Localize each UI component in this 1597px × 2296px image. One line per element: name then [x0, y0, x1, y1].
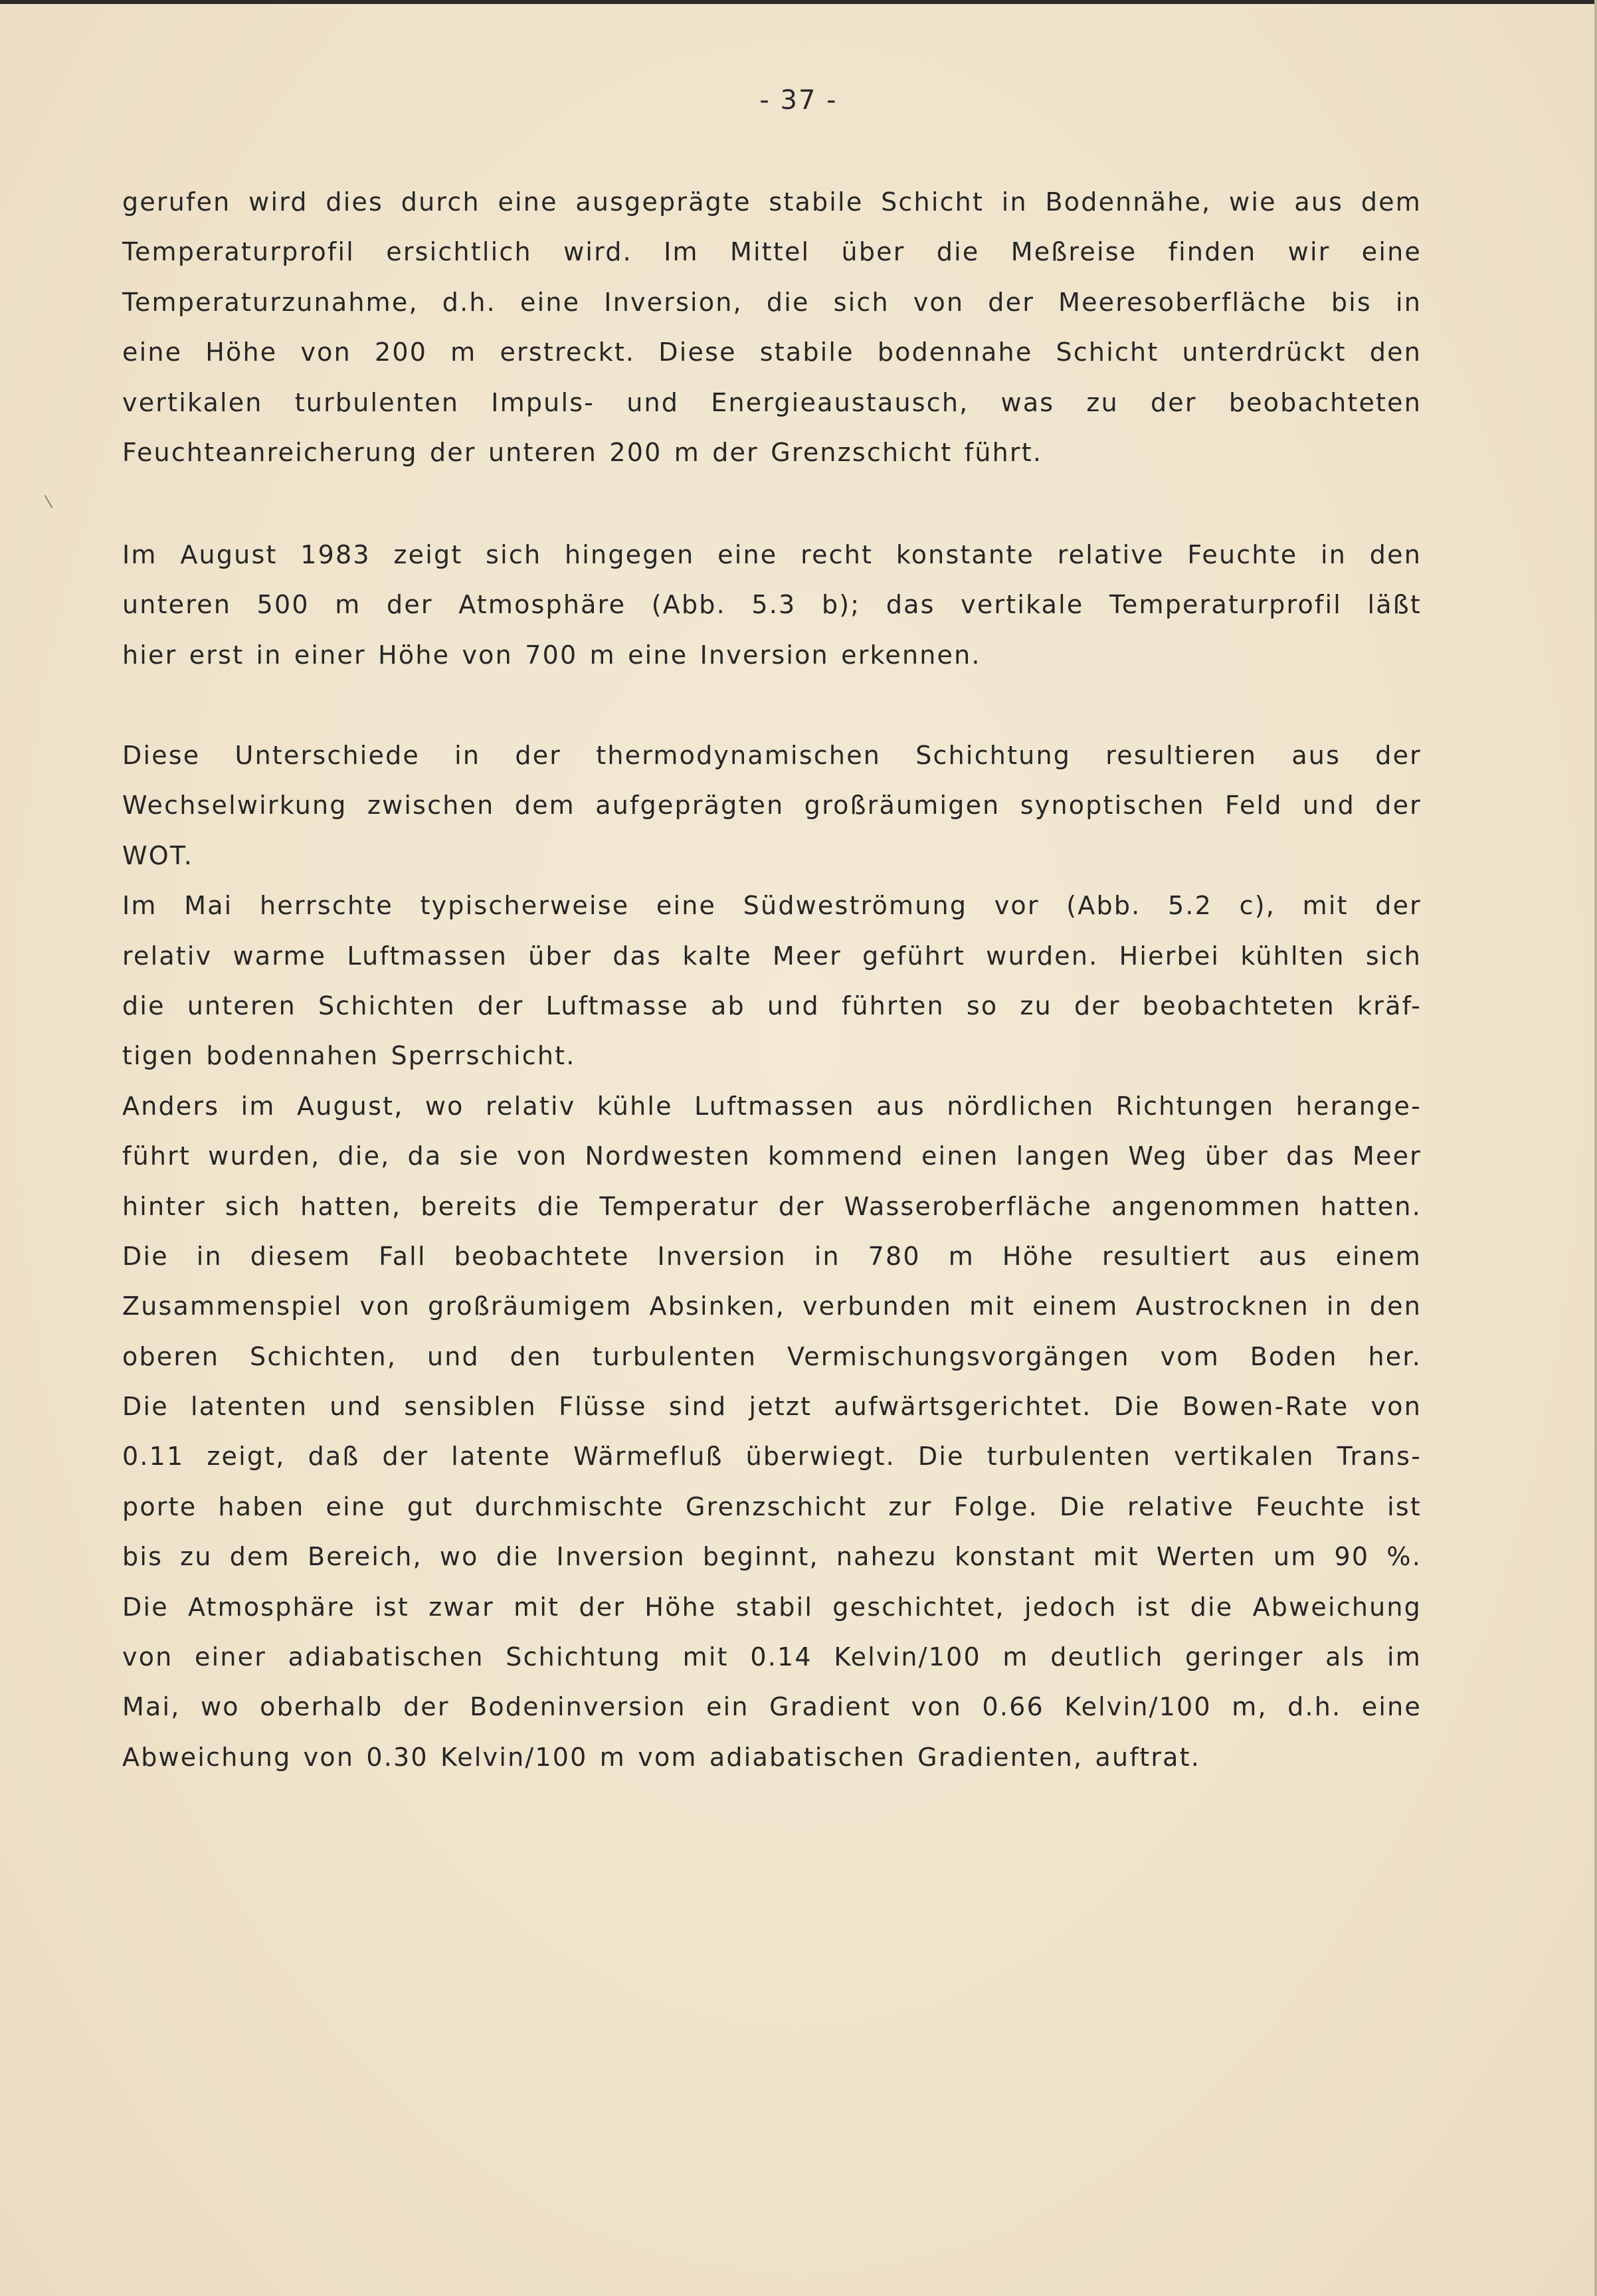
text-line: hinter sich hatten, bereits die Temperatur der Wasseroberfläche angenommen hatten. [122, 1191, 1422, 1221]
text-line: Die latenten und sensiblen Flüsse sind jetzt aufwärtsgerichtet. Die Bowen-Rate von [122, 1392, 1422, 1422]
text-line: gerufen wird dies durch eine ausgeprägte stabile Schicht in Bodennähe, wie aus dem [122, 187, 1422, 217]
paragraph-1 [122, 177, 1422, 478]
text-line: Die Atmosphäre ist zwar mit der Höhe stabil geschichtet, jedoch ist die Abweichung [122, 1592, 1422, 1622]
paragraph-2 [122, 530, 1422, 680]
text-line: Feuchteanreicherung der unteren 200 m der Grenzschicht führt. [122, 437, 1043, 467]
text-line: Temperaturprofil ersichtlich wird. Im Mittel über die Meßreise finden wir eine [122, 237, 1422, 267]
text-line: Im August 1983 zeigt sich hingegen eine recht konstante relative Feuchte in den [122, 540, 1422, 569]
paragraph-3 [122, 731, 1422, 1782]
scan-top-edge [0, 0, 1597, 4]
text-line: Zusammenspiel von großräumigem Absinken, verbunden mit einem Austrocknen in den [122, 1292, 1422, 1321]
text-line: bis zu dem Bereich, wo die Inversion beginnt, nahezu konstant mit Werten um 90 %. [122, 1542, 1422, 1572]
text-line: die unteren Schichten der Luftmasse ab und führten so zu der beobachteten kräf- [122, 991, 1422, 1020]
text-line: Die in diesem Fall beobachtete Inversion in 780 m Höhe resultiert aus einem [122, 1241, 1422, 1271]
text-line: 0.11 zeigt, daß der latente Wärmefluß überwiegt. Die turbulenten vertikalen Trans- [122, 1442, 1422, 1472]
text-line: Wechselwirkung zwischen dem aufgeprägten großräumigen synoptischen Feld und der [122, 791, 1422, 820]
text-line: Diese Unterschiede in der thermodynamischen Schichtung resultieren aus der [122, 741, 1422, 770]
text-line: von einer adiabatischen Schichtung mit 0.14 Kelvin/100 m deutlich geringer als im [122, 1642, 1422, 1672]
text-line: WOT. [122, 840, 194, 870]
scan-mark [45, 495, 53, 508]
text-line: eine Höhe von 200 m erstreckt. Diese stabile bodennahe Schicht unterdrückt den [122, 337, 1422, 367]
text-line: tigen bodennahen Sperrschicht. [122, 1041, 576, 1071]
text-line: relativ warme Luftmassen über das kalte Meer geführt wurden. Hierbei kühlten sich [122, 941, 1422, 971]
text-line: Im Mai herrschte typischerweise eine Südweströmung vor (Abb. 5.2 c), mit der [122, 891, 1422, 921]
text-line: vertikalen turbulenten Impuls- und Energieaustausch, was zu der beobachteten [122, 387, 1422, 417]
text-line: Mai, wo oberhalb der Bodeninversion ein Gradient von 0.66 Kelvin/100 m, d.h. eine [122, 1692, 1422, 1722]
text-line: porte haben eine gut durchmischte Grenzschicht zur Folge. Die relative Feuchte ist [122, 1491, 1422, 1521]
text-line: Anders im August, wo relativ kühle Luftmassen aus nördlichen Richtungen herange- [122, 1091, 1422, 1121]
page-number: - 37 - [759, 85, 838, 116]
text-line: Temperaturzunahme, d.h. eine Inversion, die sich von der Meeresoberfläche bis in [122, 287, 1422, 317]
scan-right-edge [1594, 0, 1597, 2296]
text-line: unteren 500 m der Atmosphäre (Abb. 5.3 b); das vertikale Temperaturprofil läßt [122, 590, 1422, 620]
text-line: führt wurden, die, da sie von Nordwesten kommend einen langen Weg über das Meer [122, 1141, 1422, 1171]
text-line: Abweichung von 0.30 Kelvin/100 m vom adiabatischen Gradienten, auftrat. [122, 1742, 1201, 1772]
text-line: hier erst in einer Höhe von 700 m eine Inversion erkennen. [122, 640, 981, 670]
text-line: oberen Schichten, und den turbulenten Vermischungsvorgängen vom Boden her. [122, 1341, 1422, 1371]
